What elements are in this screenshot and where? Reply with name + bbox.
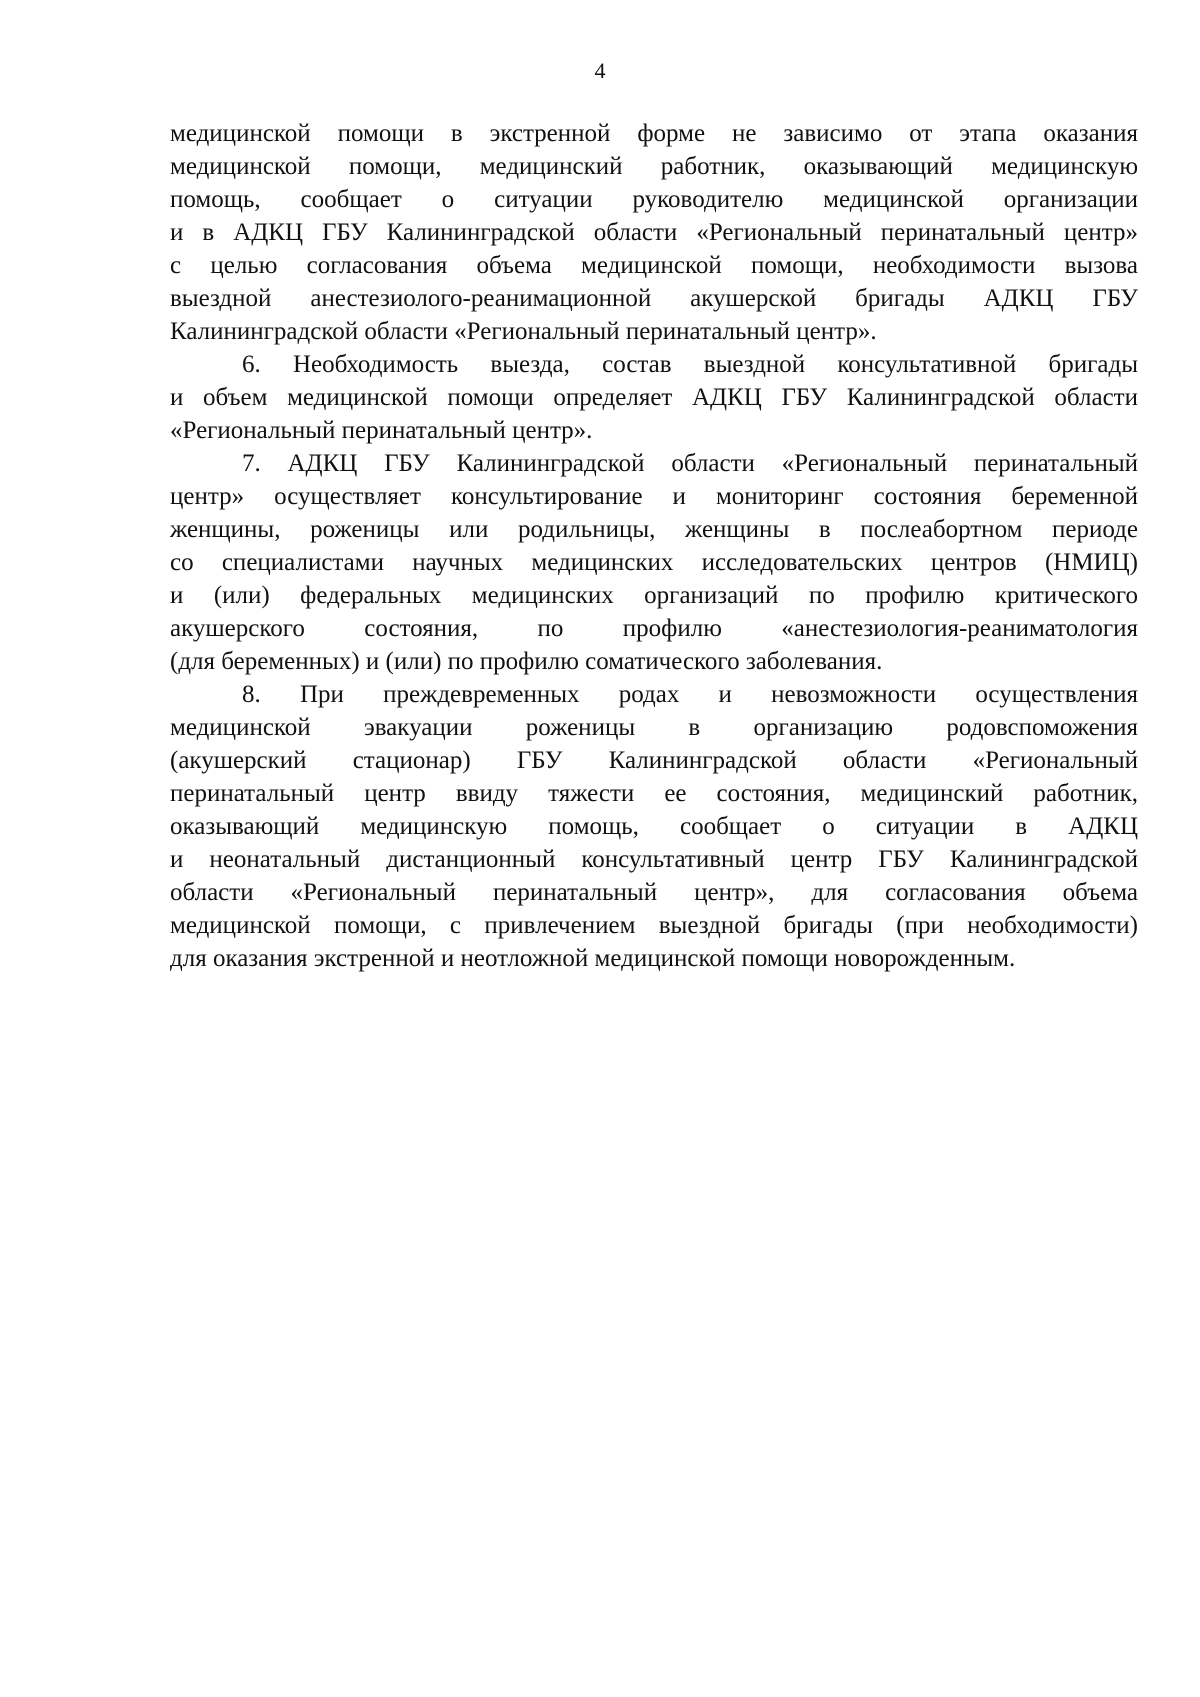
text-line: медицинской помощи, с привлечением выездной бригады (при необходимости) [170,912,1138,939]
text-line: 8. При преждевременных родах и невозможности осуществления [242,681,1138,708]
text-line: со специалистами научных медицинских исследовательских центров (НМИЦ) [170,549,1138,576]
text-line: медицинской эвакуации роженицы в организацию родовспоможения [170,714,1138,741]
paragraph-item-8 [170,678,1138,975]
text-line: Калининградской области «Региональный перинатальный центр». [170,318,877,345]
text-line: оказывающий медицинскую помощь, сообщает о ситуации в АДКЦ [170,813,1138,840]
text-line: и объем медицинской помощи определяет АДКЦ ГБУ Калининградской области [170,384,1138,411]
text-line: 7. АДКЦ ГБУ Калининградской области «Региональный перинатальный [242,450,1138,477]
text-line: центр» осуществляет консультирование и мониторинг состояния беременной [170,483,1138,510]
text-line: акушерского состояния, по профилю «анестезиология-реаниматология [170,615,1138,642]
text-line: «Региональный перинатальный центр». [170,417,593,444]
text-line: и в АДКЦ ГБУ Калининградской области «Региональный перинатальный центр» [170,219,1138,246]
text-line: и (или) федеральных медицинских организаций по профилю критического [170,582,1138,609]
paragraph-item-7 [170,447,1138,678]
text-line: медицинской помощи, медицинский работник, оказывающий медицинскую [170,153,1138,180]
page-number: 4 [594,58,606,83]
text-line: 6. Необходимость выезда, состав выездной консультативной бригады [242,351,1138,378]
text-line: с целью согласования объема медицинской помощи, необходимости вызова [170,252,1138,279]
text-line: области «Региональный перинатальный центр», для согласования объема [170,879,1138,906]
paragraph-item-6 [170,348,1138,447]
text-line: помощь, сообщает о ситуации руководителю медицинской организации [170,186,1138,213]
text-line: медицинской помощи в экстренной форме не зависимо от этапа оказания [170,120,1138,147]
text-line: женщины, роженицы или родильницы, женщины в послеабортном периоде [170,516,1138,543]
text-line: для оказания экстренной и неотложной медицинской помощи новорожденным. [170,945,1016,972]
paragraph-continuation [170,117,1138,348]
text-line: и неонатальный дистанционный консультативный центр ГБУ Калининградской [170,846,1138,873]
text-line: (для беременных) и (или) по профилю соматического заболевания. [170,648,883,675]
text-line: перинатальный центр ввиду тяжести ее состояния, медицинский работник, [170,780,1138,807]
text-line: выездной анестезиолого-реанимационной акушерской бригады АДКЦ ГБУ [170,285,1138,312]
document-body [170,117,1138,975]
text-line: (акушерский стационар) ГБУ Калининградской области «Региональный [170,747,1138,774]
